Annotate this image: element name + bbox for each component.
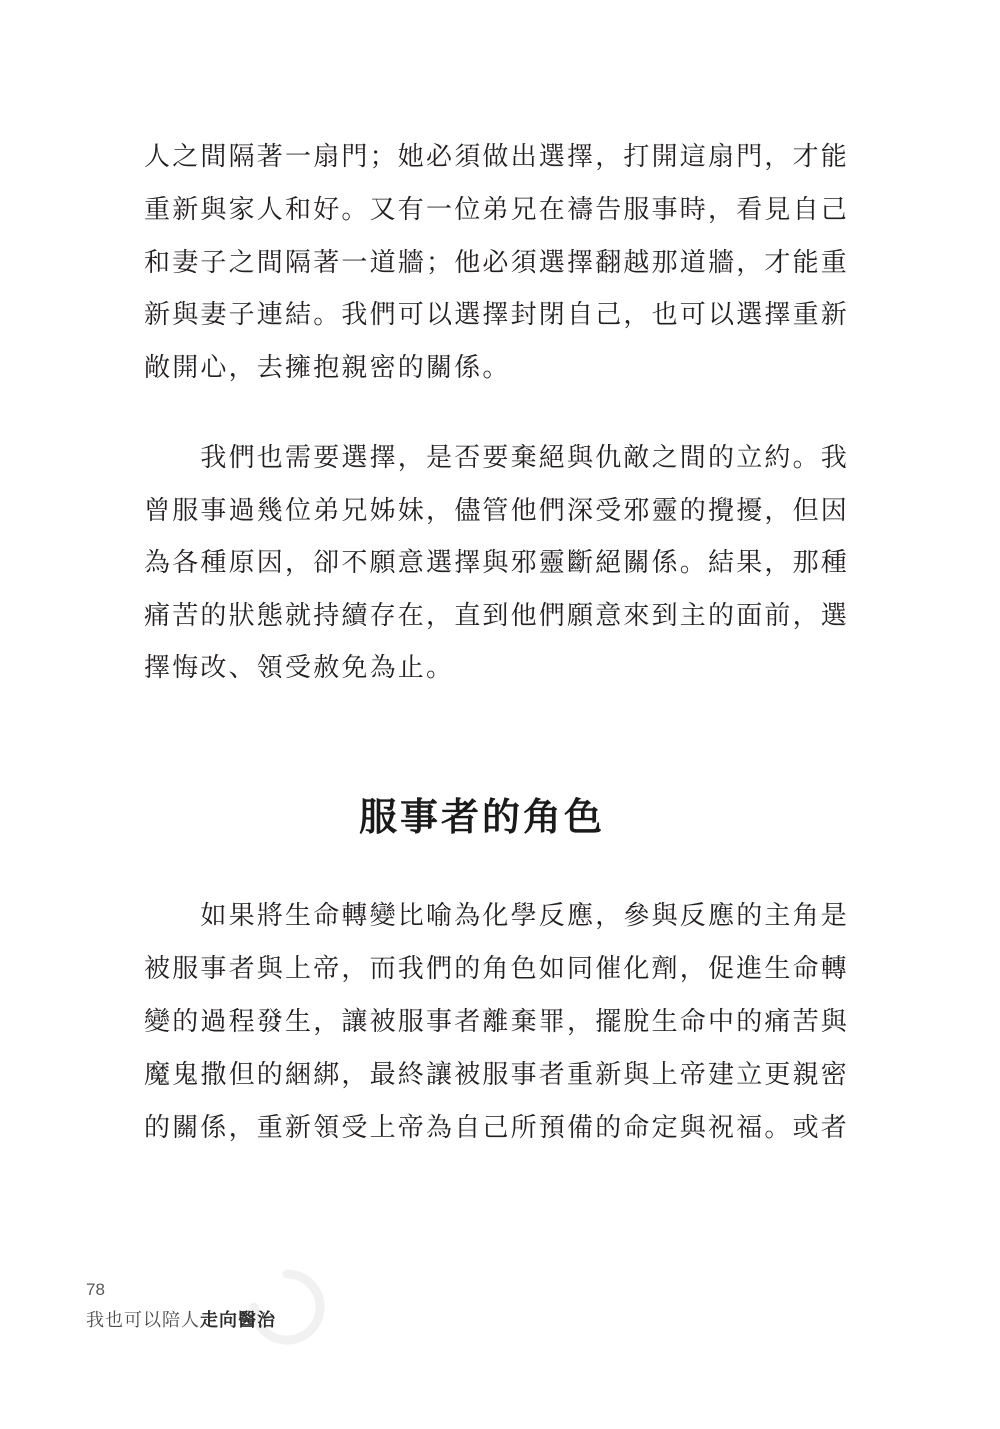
text-line: 新與妻子連結。我們可以選擇封閉自己，也可以選擇重新 xyxy=(144,300,850,330)
text-line: 變的過程發生，讓被服事者離棄罪，擺脫生命中的痛苦與 xyxy=(144,1007,850,1037)
text-line: 我們也需要選擇，是否要棄絕與仇敵之間的立約。我 xyxy=(144,443,850,473)
text-line: 重新與家人和好。又有一位弟兄在禱告服事時，看見自己 xyxy=(144,195,850,225)
section-heading: 服事者的角色 xyxy=(358,794,605,839)
text-line: 魔鬼撒但的綑綁，最終讓被服事者重新與上帝建立更親密 xyxy=(144,1060,850,1090)
book-title-bold: 走向醫治 xyxy=(200,1310,276,1331)
text-line: 痛苦的狀態就持續存在，直到他們願意來到主的面前，選 xyxy=(144,601,850,631)
text-line: 敞開心，去擁抱親密的關係。 xyxy=(144,353,511,383)
page-number: 78 xyxy=(86,1280,105,1299)
book-title-plain: 我也可以陪人 xyxy=(86,1310,200,1331)
text-line: 和妻子之間隔著一道牆；他必須選擇翻越那道牆，才能重 xyxy=(144,248,850,278)
text-line: 被服事者與上帝，而我們的角色如同催化劑，促進生命轉 xyxy=(144,954,850,984)
text-line: 曾服事過幾位弟兄姊妹，儘管他們深受邪靈的攪擾，但因 xyxy=(144,496,850,526)
text-line: 如果將生命轉變比喻為化學反應，參與反應的主角是 xyxy=(144,901,850,931)
text-line: 的關係，重新領受上帝為自己所預備的命定與祝福。或者 xyxy=(144,1113,850,1143)
running-book-title xyxy=(86,1309,276,1333)
text-line: 擇悔改、領受赦免為止。 xyxy=(144,653,455,683)
footer-circle-mark-icon xyxy=(248,1268,326,1346)
text-line: 人之間隔著一扇門；她必須做出選擇，打開這扇門，才能 xyxy=(144,142,850,172)
text-line: 為各種原因，卻不願意選擇與邪靈斷絕關係。結果，那種 xyxy=(144,548,850,578)
